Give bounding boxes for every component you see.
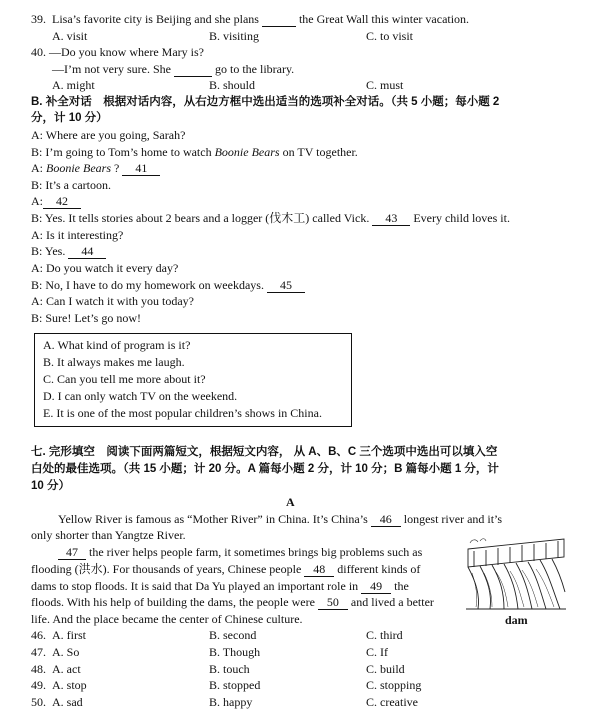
q39-option-b: B. visiting [209,29,260,43]
q40-line1: 40. —Do you know where Mary is? [31,45,204,59]
passage-line: floods. With his help of building the dams, the people were 50 and lived a better [31,595,434,609]
answer-49-b: B. stopped [209,678,261,692]
section-7-heading-cont: 白处的最佳选项。（共 15 小题；计 20 分。A 篇每小题 2 分，计 10 分；B 篇每小题 1 分，计 [31,463,499,475]
passage-line: flooding (洪水). For thousands of years, Chinese people 48 different kinds of [31,562,421,576]
answer-50-c: C. creative [366,695,418,709]
dialog-line: B: I’m going to Tom’s home to watch Boonie Bears on TV together. [31,145,358,159]
dialog-line: B: Sure! Let’s go now! [31,311,141,325]
answer-num-49: 49. [31,678,46,692]
q40-line2: —I’m not very sure. She go to the library. [52,62,295,76]
answer-48-c: C. build [366,662,405,676]
dialog-line: B: Yes. It tells stories about 2 bears and a logger (伐木工) called Vick. 43 Every child loves it. [31,211,510,225]
passage-line: dams to stop floods. It is said that Da Yu played an important role in 49 the [31,579,409,593]
dam-illustration [466,537,566,612]
passage-title: A [286,495,295,509]
answer-num-50: 50. [31,695,46,709]
q40-option-a: A. might [52,78,95,92]
box-option-d: D. I can only watch TV on the weekend. [43,389,238,403]
answer-50-a: A. sad [52,695,83,709]
q40-blank [174,63,212,77]
dialog-line: A: Boonie Bears ? 41 [31,161,160,176]
q40-option-b: B. should [209,78,256,92]
answer-num-47: 47. [31,645,46,659]
dialog-line: A: 42 [31,194,81,209]
section-7-heading-cont2: 10 分） [31,480,70,492]
box-option-a: A. What kind of program is it? [43,338,191,352]
blank-42: 42 [43,195,81,209]
passage-line: Yellow River is famous as “Mother River” in China. It’s China’s 46 longest river and it’s [58,512,503,526]
dialog-line: A: Is it interesting? [31,228,124,242]
dialog-line: A: Do you watch it every day? [31,261,179,275]
q39-stem: 39. Lisa’s favorite city is Beijing and she plans the Great Wall this winter vacation. [31,12,470,26]
dialog-line: A: Where are you going, Sarah? [31,128,186,142]
box-option-e: E. It is one of the most popular children’s shows in China. [43,406,322,420]
dialog-line: B: No, I have to do my homework on weekdays. 45 [31,278,305,293]
dialog-line: B: Yes. 44 [31,244,106,259]
answer-num-48: 48. [31,662,46,676]
answer-48-b: B. touch [209,662,250,676]
dialog-options-box [34,333,352,427]
answer-46-b: B. second [209,628,257,642]
answer-46-a: A. first [52,628,86,642]
dialog-line: A: Can I watch it with you today? [31,294,194,308]
blank-50: 50 [318,596,348,610]
answer-50-b: B. happy [209,695,253,709]
passage-line: life. And the place became the center of Chinese culture. [31,612,303,626]
answer-49-c: C. stopping [366,678,422,692]
q39-option-c: C. to visit [366,29,414,43]
blank-46: 46 [371,513,401,527]
dam-caption: dam [505,613,528,627]
blank-41: 41 [122,162,160,176]
q39-blank [262,13,296,27]
answer-46-c: C. third [366,628,403,642]
section-7-heading: 七. 完形填空 阅读下面两篇短文，根据短文内容， 从 A、B、C 三个选项中选出可以填入空 [31,446,498,458]
box-option-b: B. It always makes me laugh. [43,355,185,369]
answer-47-c: C. If [366,645,388,659]
passage-line: 47 the river helps people farm, it sometimes brings big problems such as [58,545,422,560]
section-b-heading-cont: 分，计 10 分） [31,112,108,124]
dialog-line: B: It’s a cartoon. [31,178,111,192]
blank-47: 47 [58,546,86,560]
q39-option-a: A. visit [52,29,88,43]
answer-47-b: B. Though [209,645,261,659]
blank-49: 49 [361,580,391,594]
box-option-c: C. Can you tell me more about it? [43,372,206,386]
answer-47-a: A. So [52,645,80,659]
blank-43: 43 [372,212,410,226]
passage-line: only shorter than Yangtze River. [31,528,186,542]
answer-49-a: A. stop [52,678,87,692]
answer-num-46: 46. [31,628,46,642]
blank-48: 48 [304,563,334,577]
section-b-heading: B. 补全对话 根据对话内容，从右边方框中选出适当的选项补全对话。（共 5 小题；每小题 2 [31,96,500,108]
q40-option-c: C. must [366,78,404,92]
blank-45: 45 [267,279,305,293]
blank-44: 44 [68,245,106,259]
answer-48-a: A. act [52,662,81,676]
